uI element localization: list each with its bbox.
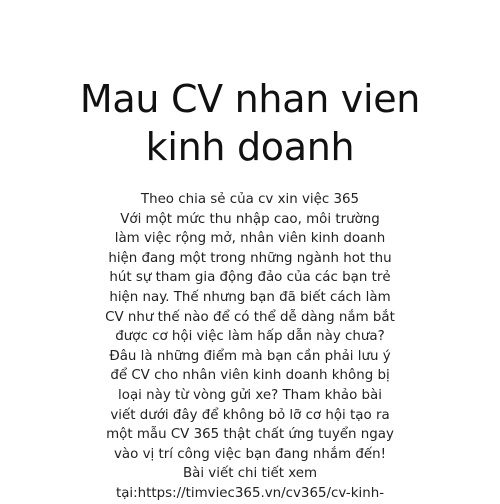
body-line: hiện đang một trong những ngành hot thu [108, 250, 392, 266]
document-title [40, 75, 460, 171]
body-line: viết dưới đây để không bỏ lỡ cơ hội tạo ra [110, 407, 390, 423]
body-line: một mẫu CV 365 thật chất ứng tuyển ngay [106, 427, 394, 443]
title-line: Mau CV nhan vien [79, 77, 421, 121]
body-line: để CV cho nhân viên kinh doanh không bị [110, 368, 390, 384]
body-line: làm việc rộng mở, nhân viên kinh doanh [114, 231, 386, 247]
body-line: Theo chia sẻ của cv xin việc 365 [140, 192, 360, 207]
body-line: hút sự tham gia động đảo của các bạn trẻ [109, 270, 391, 286]
title-line: kinh doanh [145, 125, 355, 169]
body-line: loại này từ vòng gửi xe? Tham khảo bài [118, 387, 382, 403]
source-link[interactable]: tại:https://timviec365.vn/cv365/cv-kinh- [115, 485, 385, 501]
body-line: CV như thế nào để có thể dễ dàng nắm bắt [105, 309, 395, 325]
body-line: vào vị trí công việc bạn đang nhắm đến! [114, 446, 386, 462]
body-line: hiện nay. Thế nhưng bạn đã biết cách làm [109, 289, 391, 305]
body-line: Đâu là những điểm mà bạn cần phải lưu ý [109, 348, 391, 364]
body-line: Với một mức thu nhập cao, môi trường [120, 211, 380, 227]
body-line: được cơ hội việc làm hấp dẫn này chưa? [115, 329, 385, 345]
body-line: Bài viết chi tiết xem [182, 466, 318, 482]
document-body [95, 190, 405, 504]
